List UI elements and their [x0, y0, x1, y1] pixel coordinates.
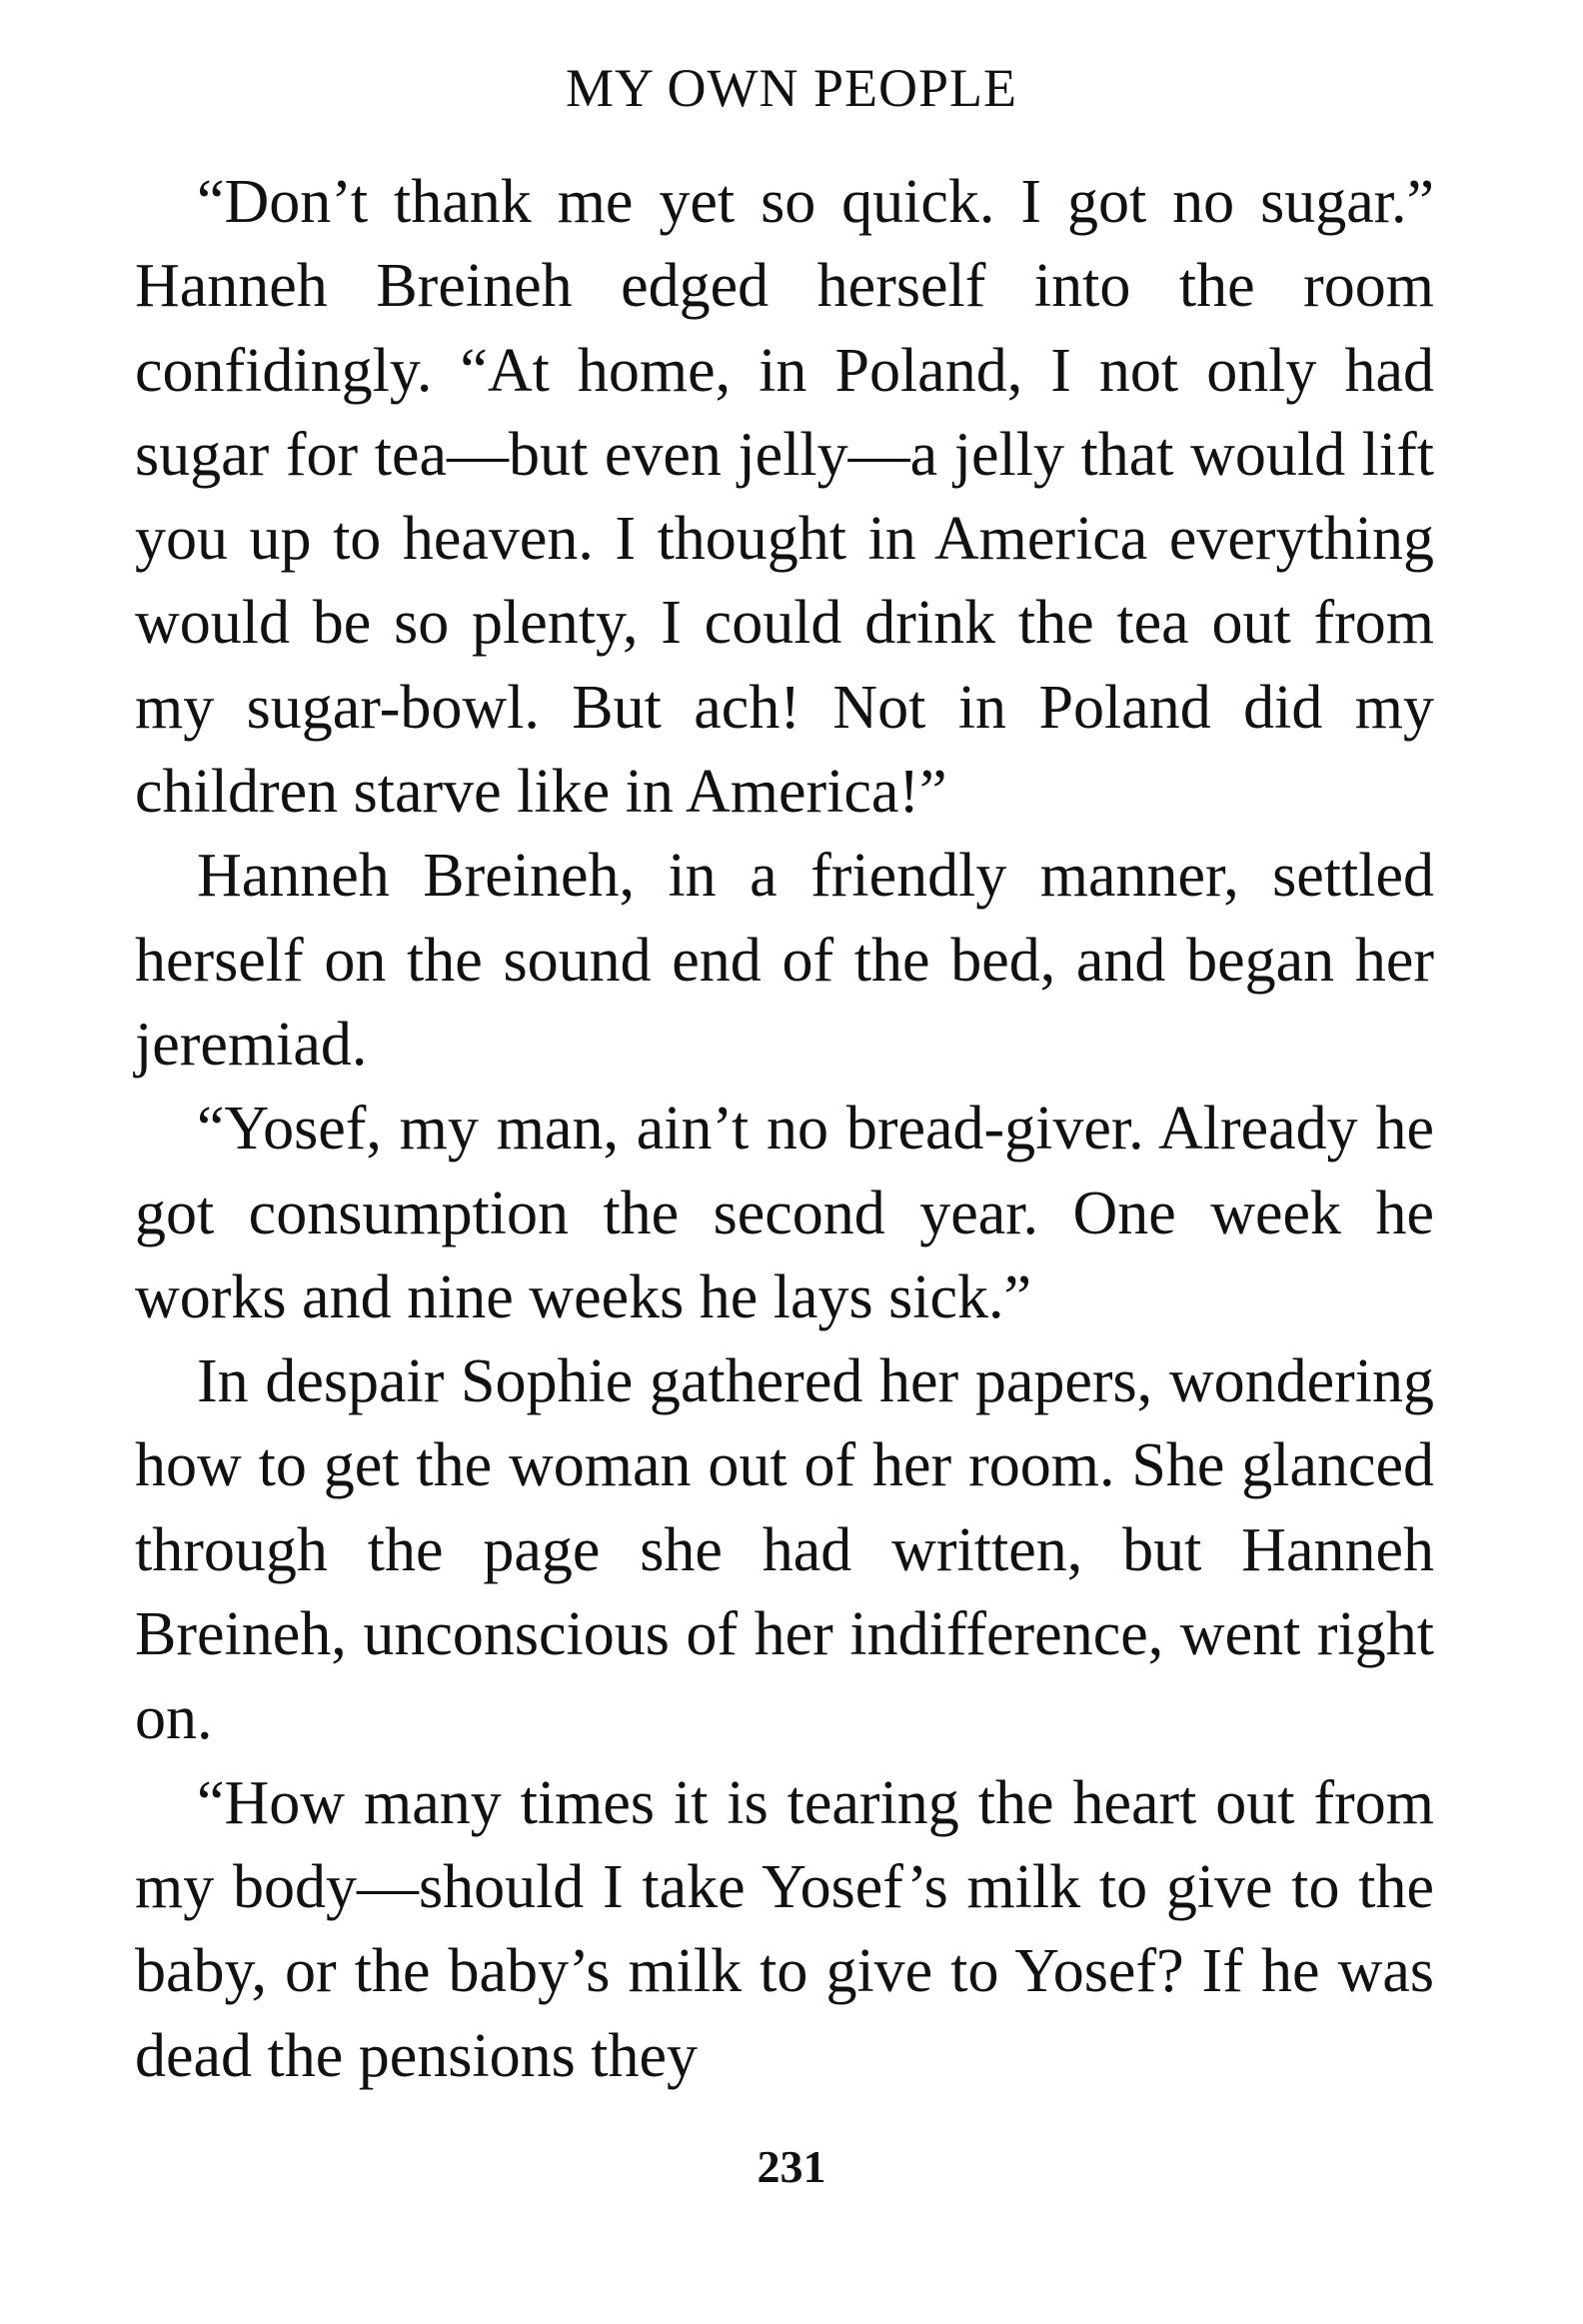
paragraph-3: “Yosef, my man, ain’t no bread-giver. Already he got consumption the second year. One week he works and nine weeks he lays sick.” — [135, 1095, 1434, 1331]
paragraph-2: Hanneh Breineh, in a friendly manner, settled herself on the sound end of the bed, and began her jeremiad. — [135, 842, 1434, 1079]
running-head: MY OWN PEOPLE — [566, 58, 1017, 118]
paragraph-5: “How many times it is tearing the heart out from my body—should I take Yosef’s milk to give to the baby, or the baby’s milk to give to Yosef? If he was dead the pensions they — [135, 1768, 1434, 2090]
paragraph-1: “Don’t thank me yet so quick. I got no sugar.” Hanneh Breineh edged herself into the room confidingly. “At home, in Poland, I not only had sugar for tea—but even jelly—a jelly that would lift you up to heaven. I thought in America everything would be so plenty, I could drink the tea out from my sugar-bowl. But ach! Not in Poland did my children starve like in America!” — [135, 168, 1434, 827]
page-number: 231 — [757, 2141, 826, 2192]
paragraph-4: In despair Sophie gathered her papers, wondering how to get the woman out of her room. She glanced through the page she had written, but Hanneh Breineh, unconscious of her indifference, went right on. — [135, 1347, 1434, 1753]
body-text — [135, 160, 1434, 2098]
